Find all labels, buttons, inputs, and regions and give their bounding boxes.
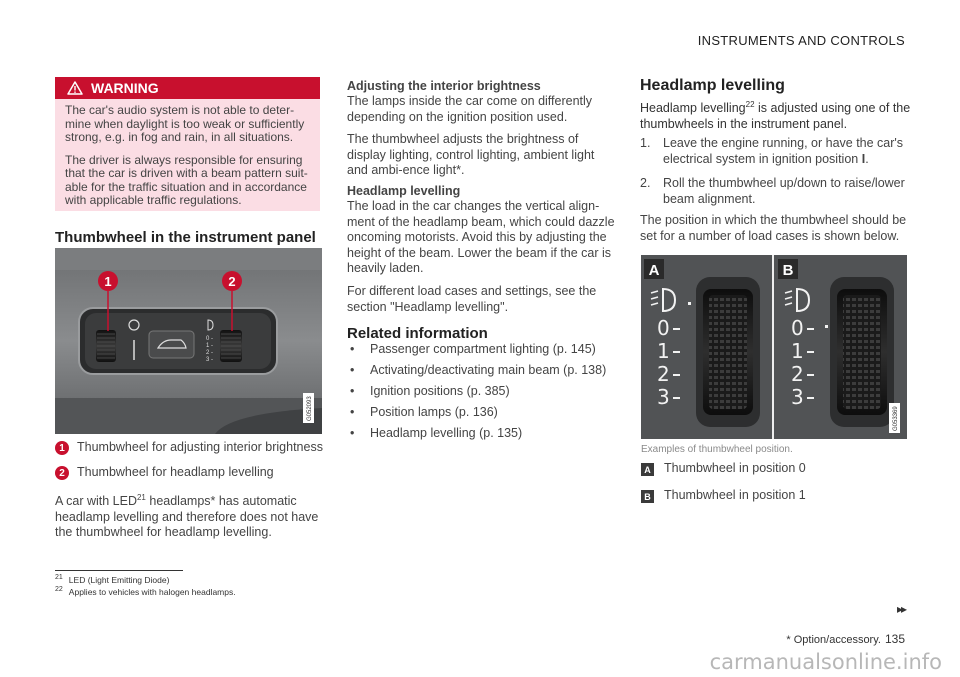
footnote-number: 22 xyxy=(55,586,63,593)
callout-2 xyxy=(55,465,325,480)
step-number: 2. xyxy=(640,176,651,190)
footnote-22 xyxy=(55,586,236,597)
footnote-text: LED (Light Emitting Diode) xyxy=(68,574,170,585)
related-link[interactable]: • Ignition positions (p. 385) xyxy=(350,384,510,398)
step-text: Leave the engine running, or have the car's electrical system in ignition position xyxy=(663,136,904,166)
text-run: is adjusted using one of the thumbwheels in the instrument panel. xyxy=(640,101,911,131)
callout-number: 2 xyxy=(55,466,69,480)
interior-brightness-heading: Adjusting the interior brightness xyxy=(347,79,541,93)
footnote-ref: 22 xyxy=(745,100,755,109)
callout-text: Thumbwheel for adjusting interior brightness xyxy=(77,440,323,454)
photo-code: G053369 xyxy=(893,406,899,431)
instrument-panel-photo xyxy=(55,248,322,434)
footnote-ref: 21 xyxy=(136,493,146,502)
warning-title-bar xyxy=(55,77,320,99)
scale-mark: 2 xyxy=(791,362,804,386)
related-link[interactable]: • Headlamp levelling (p. 135) xyxy=(350,426,523,440)
intro-paragraph xyxy=(640,97,915,132)
legend-b-label: B xyxy=(641,490,654,503)
paragraph: The load in the car changes the vertical align-ment of the headlamp beam, which could dazzle oncoming motorists. Avoid this by adjusting the height of the beam. Lower the beam if the car is heavily laden. xyxy=(347,199,615,275)
svg-text:2: 2 xyxy=(228,274,236,289)
text-run: Headlamp levelling xyxy=(640,101,746,116)
thumbwheel-heading: Thumbwheel in the instrument panel xyxy=(55,229,316,246)
svg-text:2 -: 2 - xyxy=(206,350,214,356)
next-page-arrow-icon: ▸▸ xyxy=(896,602,905,616)
scale-mark: 0 xyxy=(791,316,804,340)
thumbwheel-positions-photo xyxy=(641,255,907,439)
paragraph: The thumbwheel adjusts the brightness of display lighting, control lighting, ambient light and ambi-ence light*. xyxy=(347,132,595,177)
warning-triangle-icon xyxy=(67,81,83,95)
related-list xyxy=(347,342,617,447)
scale-mark: 3 xyxy=(657,385,670,409)
page-footer xyxy=(786,632,905,646)
photo-label-b: B xyxy=(782,262,794,279)
related-link[interactable]: • Position lamps (p. 136) xyxy=(350,405,498,419)
legend-a-label: A xyxy=(641,463,654,476)
step-2 xyxy=(640,176,910,207)
step-1 xyxy=(640,136,910,167)
legend-b xyxy=(641,488,911,503)
scale-mark: 0 xyxy=(657,316,670,340)
steps-list xyxy=(640,136,910,216)
legend-text: Thumbwheel in position 1 xyxy=(664,488,806,502)
text-run: headlamps* has automatic headlamp levelling and therefore does not have the thumbwheel for headlamp levelling. xyxy=(55,494,319,540)
related-link[interactable]: • Activating/deactivating main beam (p. 138) xyxy=(350,363,607,377)
legend-a xyxy=(641,461,911,476)
footnote-divider xyxy=(55,570,183,571)
footnote-number: 21 xyxy=(55,574,63,581)
paragraph: The position in which the thumbwheel should be set for a number of load cases is shown below. xyxy=(640,213,907,243)
step-text: Roll the thumbwheel up/down to raise/lower beam alignment. xyxy=(663,176,905,206)
step-number: 1. xyxy=(640,136,651,150)
related-link[interactable]: • Passenger compartment lighting (p. 145) xyxy=(350,342,596,356)
step-text: . xyxy=(865,151,869,166)
headlamp-levelling-heading: Headlamp levelling xyxy=(640,77,785,94)
scale-mark: 2 xyxy=(657,362,670,386)
page-number: 135 xyxy=(884,632,905,646)
paragraph: For different load cases and settings, see the section "Headlamp levelling". xyxy=(347,284,597,314)
paragraph: The lamps inside the car come on differently depending on the ignition position used. xyxy=(347,94,593,124)
watermark: carmanualsonline.info xyxy=(709,650,942,674)
figure-caption: Examples of thumbwheel position. xyxy=(641,444,793,455)
svg-text:1: 1 xyxy=(104,274,112,289)
led-paragraph xyxy=(55,490,320,541)
headlamp-levelling-subheading: Headlamp levelling xyxy=(347,184,461,198)
section-title: INSTRUMENTS AND CONTROLS xyxy=(697,33,905,48)
ignition-position: I xyxy=(861,151,866,166)
text-run: A car with LED xyxy=(55,494,137,509)
scale-mark: 3 xyxy=(791,385,804,409)
warning-title: WARNING xyxy=(91,80,159,96)
callout-1 xyxy=(55,440,325,455)
footnote-21 xyxy=(55,574,169,585)
footnote-text: Applies to vehicles with halogen headlamps. xyxy=(68,586,236,597)
callout-text: Thumbwheel for headlamp levelling xyxy=(77,465,274,479)
related-information-heading: Related information xyxy=(347,325,488,342)
svg-text:1 -: 1 - xyxy=(206,343,214,349)
photo-code: G052093 xyxy=(307,396,313,421)
scale-mark: 1 xyxy=(657,339,670,363)
callout-number: 1 xyxy=(55,441,69,455)
svg-text:0 -: 0 - xyxy=(206,336,214,342)
accessory-note: * Option/accessory. xyxy=(786,634,881,646)
scale-mark: 1 xyxy=(791,339,804,363)
legend-text: Thumbwheel in position 0 xyxy=(664,461,806,475)
warning-paragraph: The car's audio system is not able to deter-mine when daylight is too weak or sufficiently strong, e.g. in fog and rain, in all situations. xyxy=(65,103,305,144)
photo-label-a: A xyxy=(648,262,660,279)
warning-box xyxy=(55,77,320,211)
warning-paragraph: The driver is always responsible for ensuring that the car is driven with a beam pattern suit-able for the traffic situation and in accordance with applicable traffic regulations. xyxy=(65,152,308,207)
svg-text:3 -: 3 - xyxy=(206,357,214,363)
